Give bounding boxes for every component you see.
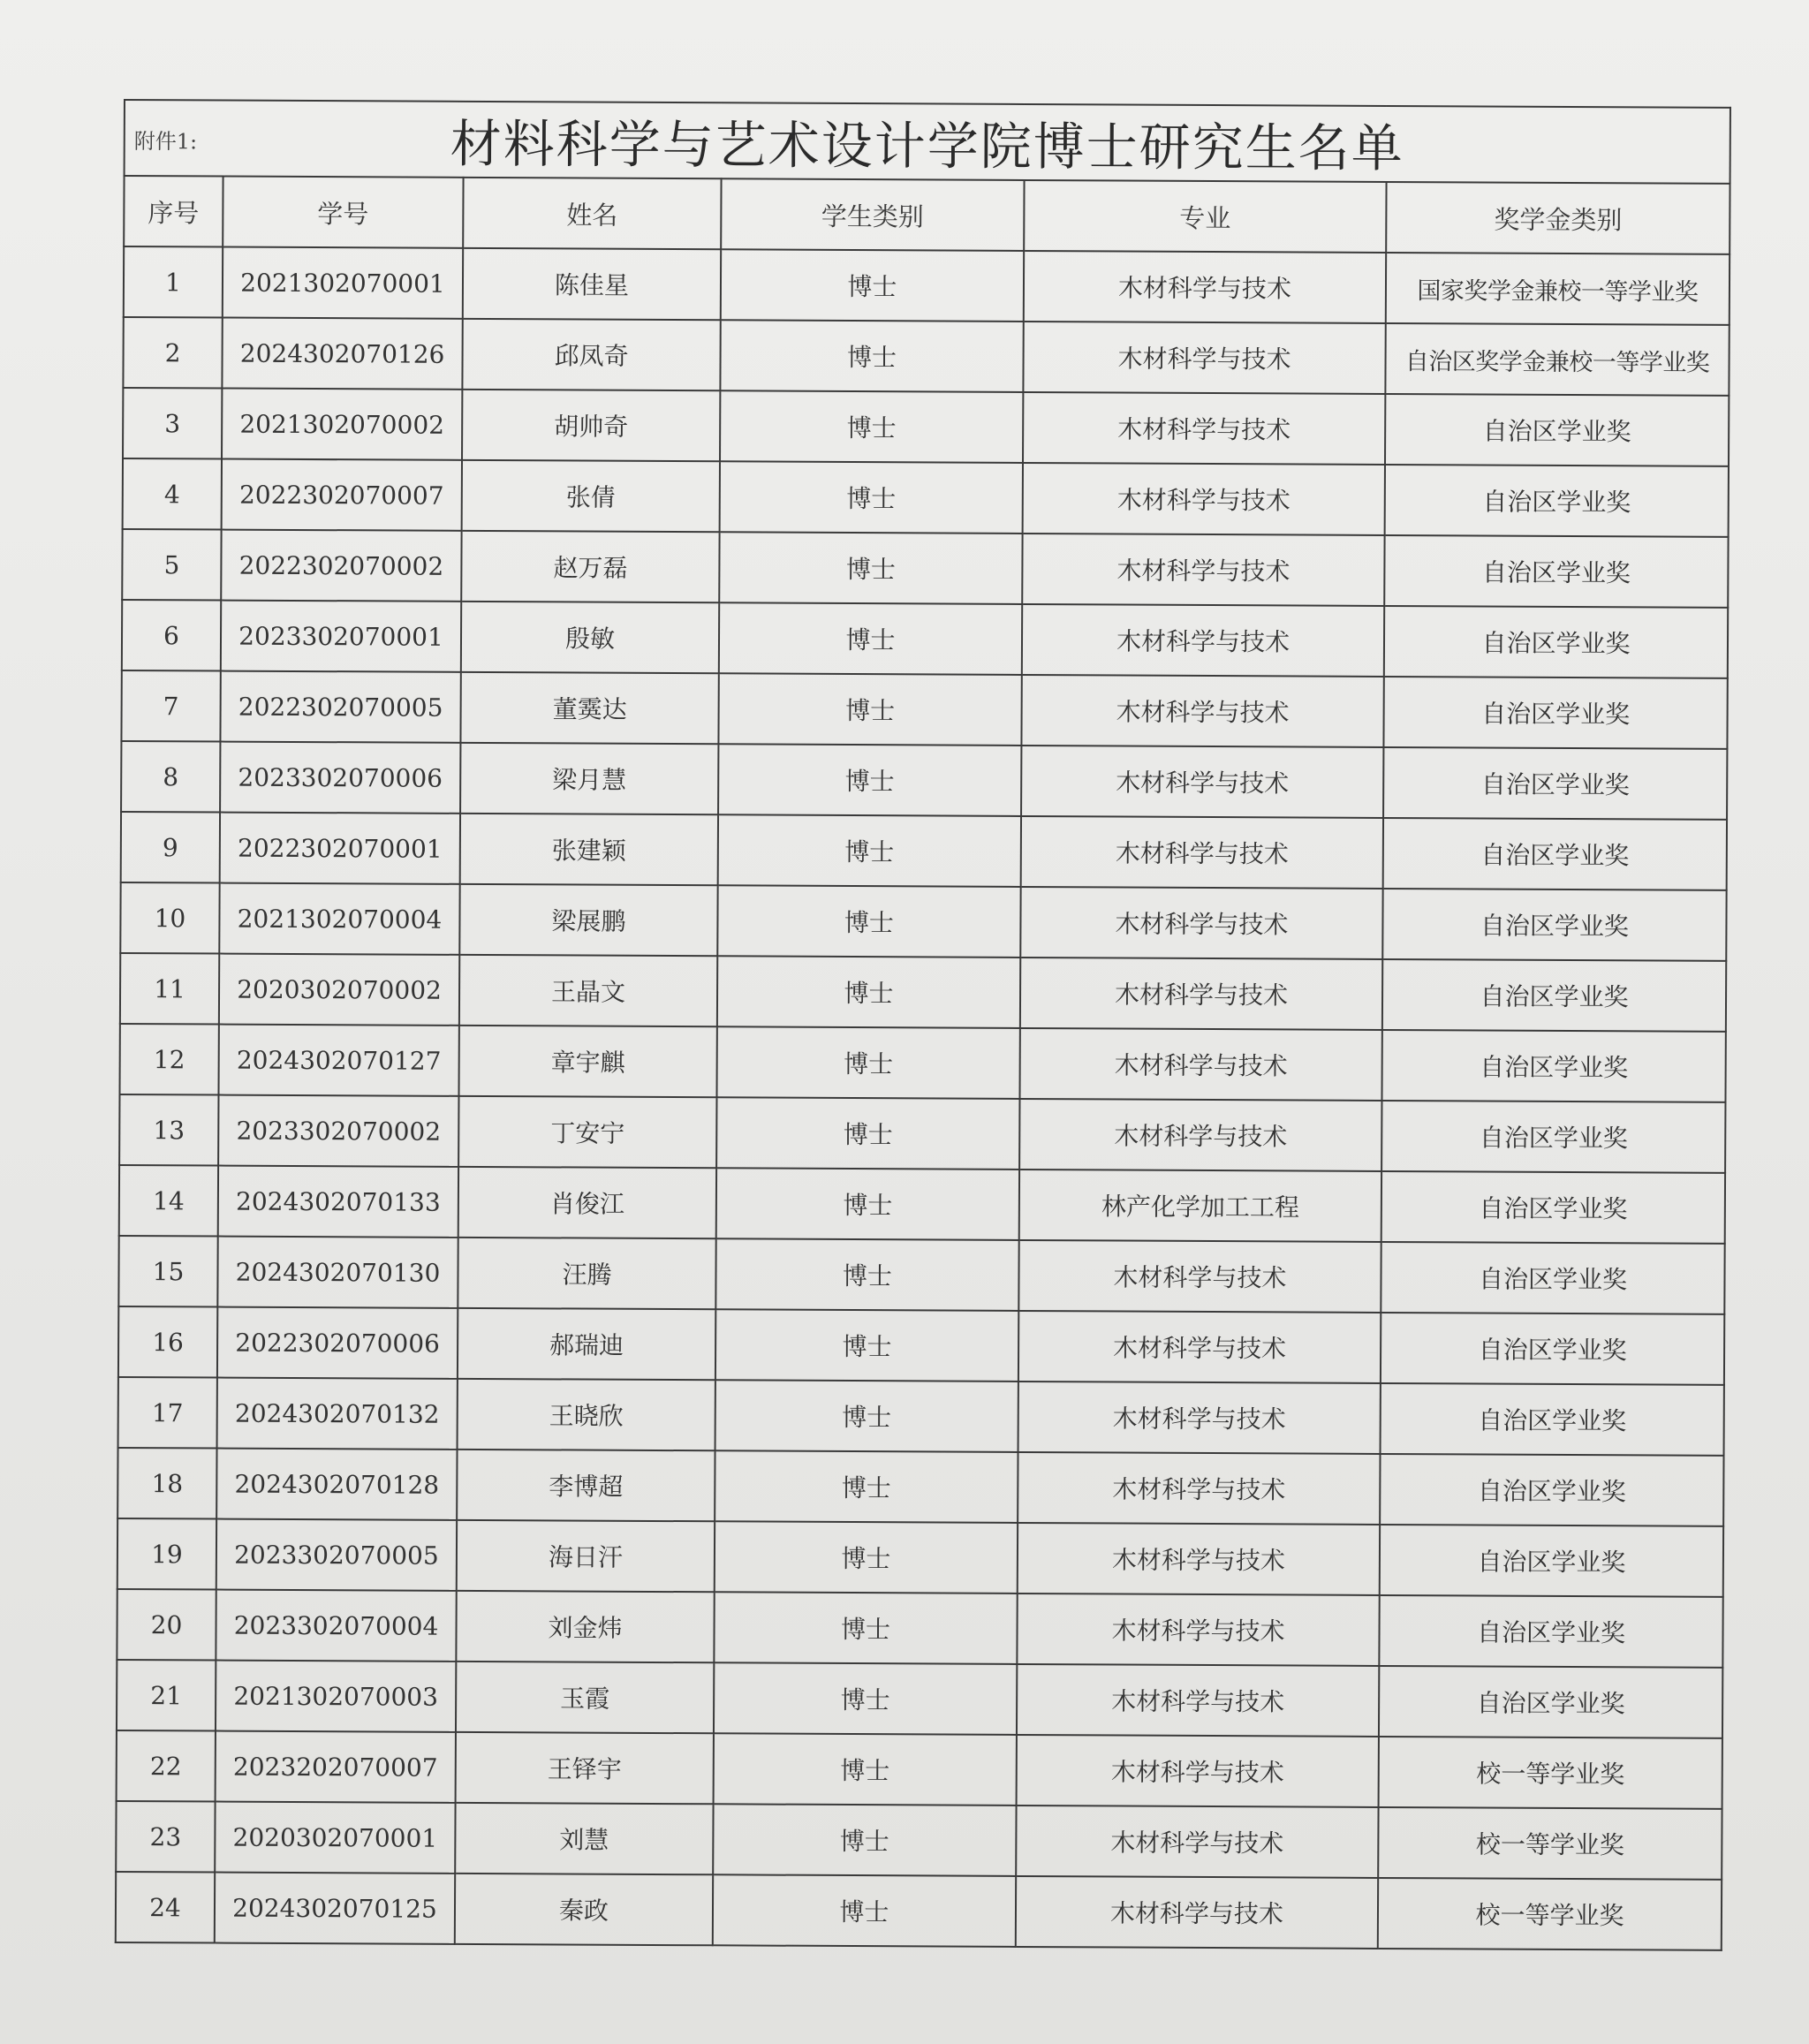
table-row	[121, 670, 1727, 749]
row-index-cell: 22	[117, 1730, 216, 1802]
student-name-cell: 张建颖	[460, 814, 718, 885]
table-row	[123, 388, 1729, 466]
student-id-cell: 2020302070002	[219, 954, 459, 1026]
row-index-cell: 8	[121, 741, 220, 813]
table-row	[123, 458, 1729, 537]
row-index-cell: 18	[117, 1448, 216, 1519]
table-row	[116, 1872, 1722, 1950]
scholarship-type-cell: 自治区奖学金兼校一等学业奖	[1385, 323, 1729, 396]
student-name-cell: 秦政	[455, 1874, 713, 1945]
student-name-cell: 张倩	[462, 460, 720, 532]
scholarship-type-cell: 自治区学业奖	[1382, 959, 1726, 1032]
scholarship-type-cell: 自治区学业奖	[1383, 818, 1727, 890]
student-type-cell: 博士	[716, 1097, 1019, 1170]
row-index-cell: 11	[120, 953, 219, 1025]
table-row	[120, 882, 1726, 961]
major-cell: 木材科学与技术	[1024, 251, 1386, 323]
student-type-cell: 博士	[720, 320, 1023, 392]
student-type-cell: 博士	[717, 885, 1020, 958]
student-id-cell: 2022302070006	[217, 1307, 458, 1379]
student-name-cell: 海日汗	[457, 1520, 715, 1592]
student-type-cell: 博士	[715, 1450, 1018, 1523]
major-cell: 木材科学与技术	[1021, 816, 1383, 889]
student-type-cell: 博士	[718, 673, 1021, 746]
student-id-cell: 2022302070002	[221, 530, 461, 602]
scholarship-type-cell: 自治区学业奖	[1383, 747, 1727, 820]
row-index-cell: 2	[123, 317, 222, 389]
table-row	[119, 1024, 1725, 1102]
scholarship-type-cell: 自治区学业奖	[1381, 1242, 1724, 1314]
student-id-cell: 2020302070001	[215, 1802, 455, 1874]
row-index-cell: 19	[117, 1518, 216, 1590]
row-index-cell: 17	[118, 1377, 217, 1449]
scholarship-type-cell: 自治区学业奖	[1383, 677, 1727, 749]
student-name-cell: 赵万磊	[461, 531, 719, 602]
student-type-cell: 博士	[715, 1309, 1018, 1382]
scholarship-type-cell: 国家奖学金兼校一等学业奖	[1386, 253, 1730, 325]
student-type-cell: 博士	[719, 602, 1022, 675]
column-header: 专业	[1024, 180, 1386, 253]
scholarship-type-cell: 自治区学业奖	[1379, 1666, 1722, 1738]
scholarship-type-cell: 自治区学业奖	[1381, 1313, 1724, 1385]
student-name-cell: 胡帅奇	[462, 390, 720, 461]
student-id-cell: 2023302070002	[218, 1095, 458, 1167]
scholarship-type-cell: 自治区学业奖	[1385, 394, 1729, 466]
student-name-cell: 李博超	[457, 1450, 715, 1521]
major-cell: 木材科学与技术	[1016, 1876, 1378, 1949]
student-name-cell: 汪腾	[458, 1238, 715, 1309]
student-id-cell: 2024302070126	[222, 318, 462, 390]
student-name-cell: 邱凤奇	[462, 319, 720, 390]
student-type-cell: 博士	[718, 744, 1021, 816]
major-cell: 木材科学与技术	[1018, 1311, 1381, 1383]
table-row	[117, 1660, 1722, 1738]
major-cell: 木材科学与技术	[1023, 463, 1385, 535]
student-id-cell: 2022302070007	[222, 459, 462, 531]
student-name-cell: 梁月慧	[460, 743, 718, 814]
student-name-cell: 王铎宇	[456, 1732, 714, 1804]
student-id-cell: 2024302070130	[217, 1237, 458, 1308]
major-cell: 木材科学与技术	[1023, 322, 1385, 394]
table-row	[121, 741, 1727, 820]
table-row	[118, 1377, 1724, 1456]
student-type-cell: 博士	[716, 1026, 1019, 1099]
major-cell: 木材科学与技术	[1022, 604, 1384, 677]
major-cell: 木材科学与技术	[1017, 1735, 1379, 1807]
table-row	[116, 1801, 1722, 1880]
row-index-cell: 1	[124, 246, 223, 318]
scholarship-type-cell: 自治区学业奖	[1381, 1101, 1725, 1173]
student-id-cell: 2023302070006	[220, 742, 460, 814]
major-cell: 木材科学与技术	[1019, 1028, 1381, 1101]
student-name-cell: 陈佳星	[463, 248, 721, 320]
row-index-cell: 13	[119, 1094, 218, 1166]
scholarship-type-cell: 校一等学业奖	[1378, 1878, 1722, 1950]
table-row	[118, 1236, 1724, 1314]
scholarship-type-cell: 自治区学业奖	[1385, 465, 1729, 537]
scholarship-type-cell: 自治区学业奖	[1381, 1171, 1725, 1244]
student-type-cell: 博士	[714, 1592, 1017, 1664]
student-type-cell: 博士	[715, 1521, 1018, 1594]
major-cell: 木材科学与技术	[1018, 1240, 1381, 1313]
major-cell: 木材科学与技术	[1018, 1452, 1380, 1525]
column-header: 序号	[124, 176, 223, 247]
row-index-cell: 14	[119, 1165, 218, 1237]
header-row	[124, 176, 1730, 254]
student-name-cell: 丁安宁	[458, 1096, 716, 1168]
scholarship-type-cell: 自治区学业奖	[1382, 889, 1726, 961]
scholarship-type-cell: 自治区学业奖	[1381, 1383, 1724, 1456]
scholarship-type-cell: 自治区学业奖	[1379, 1595, 1722, 1668]
table-row	[121, 812, 1727, 890]
scholarship-type-cell: 校一等学业奖	[1378, 1807, 1722, 1880]
student-name-cell: 郝瑞迪	[458, 1308, 715, 1380]
table-row	[119, 1094, 1725, 1173]
scholarship-type-cell: 自治区学业奖	[1381, 1030, 1725, 1102]
table-row	[117, 1448, 1723, 1526]
student-id-cell: 2022302070001	[220, 813, 460, 884]
title-cell	[125, 100, 1730, 184]
table-row	[117, 1730, 1722, 1809]
major-cell: 木材科学与技术	[1019, 1099, 1381, 1171]
row-index-cell: 5	[122, 529, 221, 601]
column-header: 奖学金类别	[1386, 182, 1730, 254]
student-id-cell: 2023302070001	[221, 601, 461, 672]
student-id-cell: 2021302070004	[219, 883, 459, 955]
row-index-cell: 10	[120, 882, 219, 954]
major-cell: 木材科学与技术	[1017, 1594, 1379, 1666]
row-index-cell: 3	[123, 388, 222, 459]
row-index-cell: 9	[121, 812, 220, 883]
student-type-cell: 博士	[713, 1804, 1016, 1876]
student-id-cell: 2024302070125	[215, 1873, 455, 1944]
row-index-cell: 6	[122, 600, 221, 671]
table-row	[118, 1306, 1724, 1385]
major-cell: 木材科学与技术	[1022, 534, 1384, 606]
table-row	[119, 1165, 1725, 1244]
student-id-cell: 2023202070007	[216, 1731, 456, 1803]
scholarship-type-cell: 自治区学业奖	[1384, 606, 1728, 678]
major-cell: 木材科学与技术	[1023, 392, 1385, 465]
major-cell: 木材科学与技术	[1021, 746, 1383, 818]
student-type-cell: 博士	[716, 1168, 1019, 1240]
student-id-cell: 2024302070132	[217, 1378, 458, 1450]
attachment-label: 附件1:	[133, 129, 198, 155]
student-id-cell: 2021302070002	[222, 389, 462, 460]
student-type-cell: 博士	[718, 814, 1021, 887]
student-id-cell: 2024302070133	[218, 1166, 458, 1238]
row-index-cell: 15	[118, 1236, 217, 1307]
table-row	[123, 317, 1729, 396]
student-type-cell: 博士	[721, 249, 1024, 322]
major-cell: 木材科学与技术	[1017, 1664, 1379, 1737]
title-row	[125, 100, 1730, 184]
column-header: 姓名	[463, 178, 721, 249]
document-title: 材料科学与艺术设计学院博士研究生名单	[450, 113, 1404, 179]
scholarship-type-cell: 校一等学业奖	[1379, 1737, 1722, 1809]
scholarship-type-cell: 自治区学业奖	[1380, 1525, 1723, 1597]
student-type-cell: 博士	[717, 956, 1020, 1028]
major-cell: 木材科学与技术	[1018, 1523, 1380, 1595]
major-cell: 木材科学与技术	[1021, 675, 1383, 747]
table-row	[117, 1518, 1723, 1597]
row-index-cell: 16	[118, 1306, 217, 1378]
major-cell: 木材科学与技术	[1020, 958, 1382, 1030]
student-name-cell: 王晶文	[459, 955, 717, 1026]
student-name-cell: 董霙达	[460, 672, 718, 744]
student-id-cell: 2021302070003	[216, 1661, 456, 1732]
student-id-cell: 2024302070128	[216, 1449, 457, 1520]
row-index-cell: 7	[121, 670, 220, 742]
column-header: 学生类别	[721, 178, 1024, 251]
student-name-cell: 章宇麒	[458, 1026, 716, 1097]
student-name-cell: 玉霞	[456, 1662, 714, 1733]
student-type-cell: 博士	[714, 1662, 1017, 1735]
row-index-cell: 4	[123, 458, 222, 530]
row-index-cell: 12	[119, 1024, 218, 1095]
table-row	[122, 600, 1728, 678]
major-cell: 林产化学加工工程	[1019, 1170, 1381, 1242]
student-name-cell: 殷敏	[461, 602, 719, 673]
major-cell: 木材科学与技术	[1016, 1806, 1378, 1878]
student-type-cell: 博士	[715, 1380, 1018, 1452]
student-id-cell: 2022302070005	[220, 671, 460, 743]
student-type-cell: 博士	[720, 461, 1023, 534]
scholarship-type-cell: 自治区学业奖	[1380, 1454, 1723, 1526]
document-sheet	[115, 99, 1730, 1951]
table-row	[122, 529, 1728, 608]
table-body	[116, 246, 1730, 1950]
student-id-cell: 2023302070005	[216, 1519, 457, 1591]
student-name-cell: 王晓欣	[458, 1379, 715, 1450]
table-row	[120, 953, 1726, 1032]
row-index-cell: 20	[117, 1589, 216, 1661]
student-name-cell: 刘金炜	[456, 1591, 714, 1662]
student-type-cell: 博士	[720, 390, 1023, 463]
student-type-cell: 博士	[714, 1733, 1017, 1806]
major-cell: 木材科学与技术	[1020, 887, 1382, 959]
major-cell: 木材科学与技术	[1018, 1382, 1381, 1454]
student-id-cell: 2024302070127	[218, 1025, 458, 1096]
student-table	[115, 99, 1731, 1951]
column-header: 学号	[223, 177, 463, 248]
student-name-cell: 肖俊江	[458, 1167, 716, 1238]
student-type-cell: 博士	[719, 532, 1022, 604]
row-index-cell: 21	[117, 1660, 216, 1731]
student-type-cell: 博士	[713, 1874, 1016, 1947]
student-name-cell: 刘慧	[455, 1803, 713, 1874]
student-type-cell: 博士	[715, 1238, 1018, 1311]
row-index-cell: 24	[116, 1872, 215, 1943]
table-row	[117, 1589, 1722, 1668]
student-id-cell: 2021302070001	[223, 247, 463, 319]
student-id-cell: 2023302070004	[216, 1590, 456, 1662]
table-row	[124, 246, 1730, 325]
student-name-cell: 梁展鹏	[459, 884, 717, 956]
scholarship-type-cell: 自治区学业奖	[1384, 535, 1728, 608]
row-index-cell: 23	[116, 1801, 215, 1873]
